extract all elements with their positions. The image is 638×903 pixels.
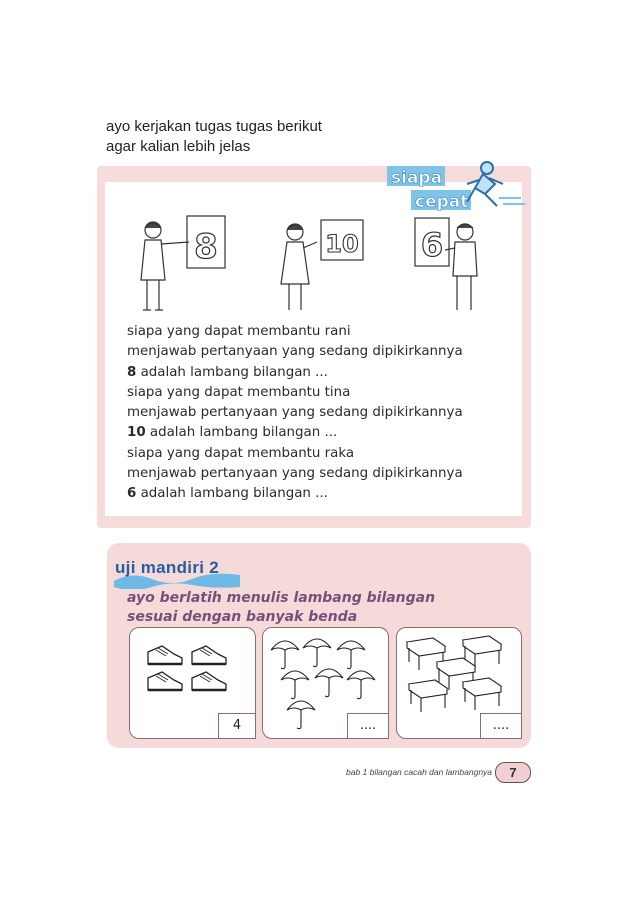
q2-suffix: adalah lambang bilangan ... <box>145 425 338 441</box>
q2-line-3 <box>127 423 463 443</box>
umbrella-icon <box>303 639 331 667</box>
speed-lines-icon <box>499 198 525 204</box>
q1-line-3 <box>127 363 463 383</box>
children-illustration <box>105 210 522 325</box>
answer-box-tables[interactable]: .... <box>480 713 522 739</box>
shoe-icon <box>192 646 226 664</box>
intro-text <box>106 117 322 157</box>
umbrella-icon <box>271 641 299 669</box>
q3-line-2: menjawab pertanyaan yang sedang dipikirkannya <box>127 466 463 482</box>
q1-number: 8 <box>127 364 137 380</box>
page-number: 7 <box>495 762 531 783</box>
intro-line-2: agar kalian lebih jelas <box>106 138 251 155</box>
shoe-icon <box>148 646 182 664</box>
tables-panel <box>396 627 522 739</box>
card-number-6: 6 <box>420 226 444 264</box>
q1-line-1: siapa yang dapat membantu rani <box>127 324 351 339</box>
uji-mandiri-title: uji mandiri 2 <box>115 558 220 577</box>
q3-number: 6 <box>127 486 137 502</box>
table-icon <box>463 678 501 710</box>
shoe-icon <box>192 672 226 690</box>
umbrella-icon <box>347 671 375 699</box>
q1-line-2: menjawab pertanyaan yang sedang dipikirkannya <box>127 344 463 360</box>
q3-line-3 <box>127 484 463 504</box>
chapter-footer: bab 1 bilangan cacah dan lambangnya <box>346 767 493 777</box>
banner-word-1: siapa <box>391 168 443 188</box>
umbrellas-panel <box>262 627 389 739</box>
shoes-panel <box>129 627 256 739</box>
intro-line-1: ayo kerjakan tugas tugas berikut <box>106 118 322 135</box>
banner-word-2: cepat <box>415 192 469 212</box>
q2-line-1: siapa yang dapat membantu tina <box>127 384 351 400</box>
card-number-8: 8 <box>194 227 218 267</box>
q2-number: 10 <box>127 425 146 441</box>
umbrella-icon <box>315 669 343 697</box>
answer-box-shoes[interactable]: 4 <box>218 713 256 739</box>
q2-line-2: menjawab pertanyaan yang sedang dipikirkannya <box>127 405 463 421</box>
card-number-10: 10 <box>325 230 359 258</box>
umbrella-icon <box>337 641 365 669</box>
siapa-cepat-banner <box>379 154 529 216</box>
shoe-icon <box>148 672 182 690</box>
question-text <box>127 322 463 505</box>
running-child-icon <box>467 162 503 206</box>
instruction-line-1: ayo berlatih menulis lambang bilangan <box>127 590 436 606</box>
q1-suffix: adalah lambang bilangan ... <box>136 364 328 380</box>
umbrella-icon <box>287 701 315 729</box>
q3-line-1: siapa yang dapat membantu raka <box>127 445 355 461</box>
umbrella-icon <box>281 671 309 699</box>
answer-box-umbrellas[interactable]: .... <box>347 713 389 739</box>
instruction-line-2: sesuai dengan banyak benda <box>127 609 358 625</box>
table-icon <box>409 680 447 712</box>
q3-suffix: adalah lambang bilangan ... <box>136 486 328 502</box>
instruction-text <box>127 589 435 627</box>
